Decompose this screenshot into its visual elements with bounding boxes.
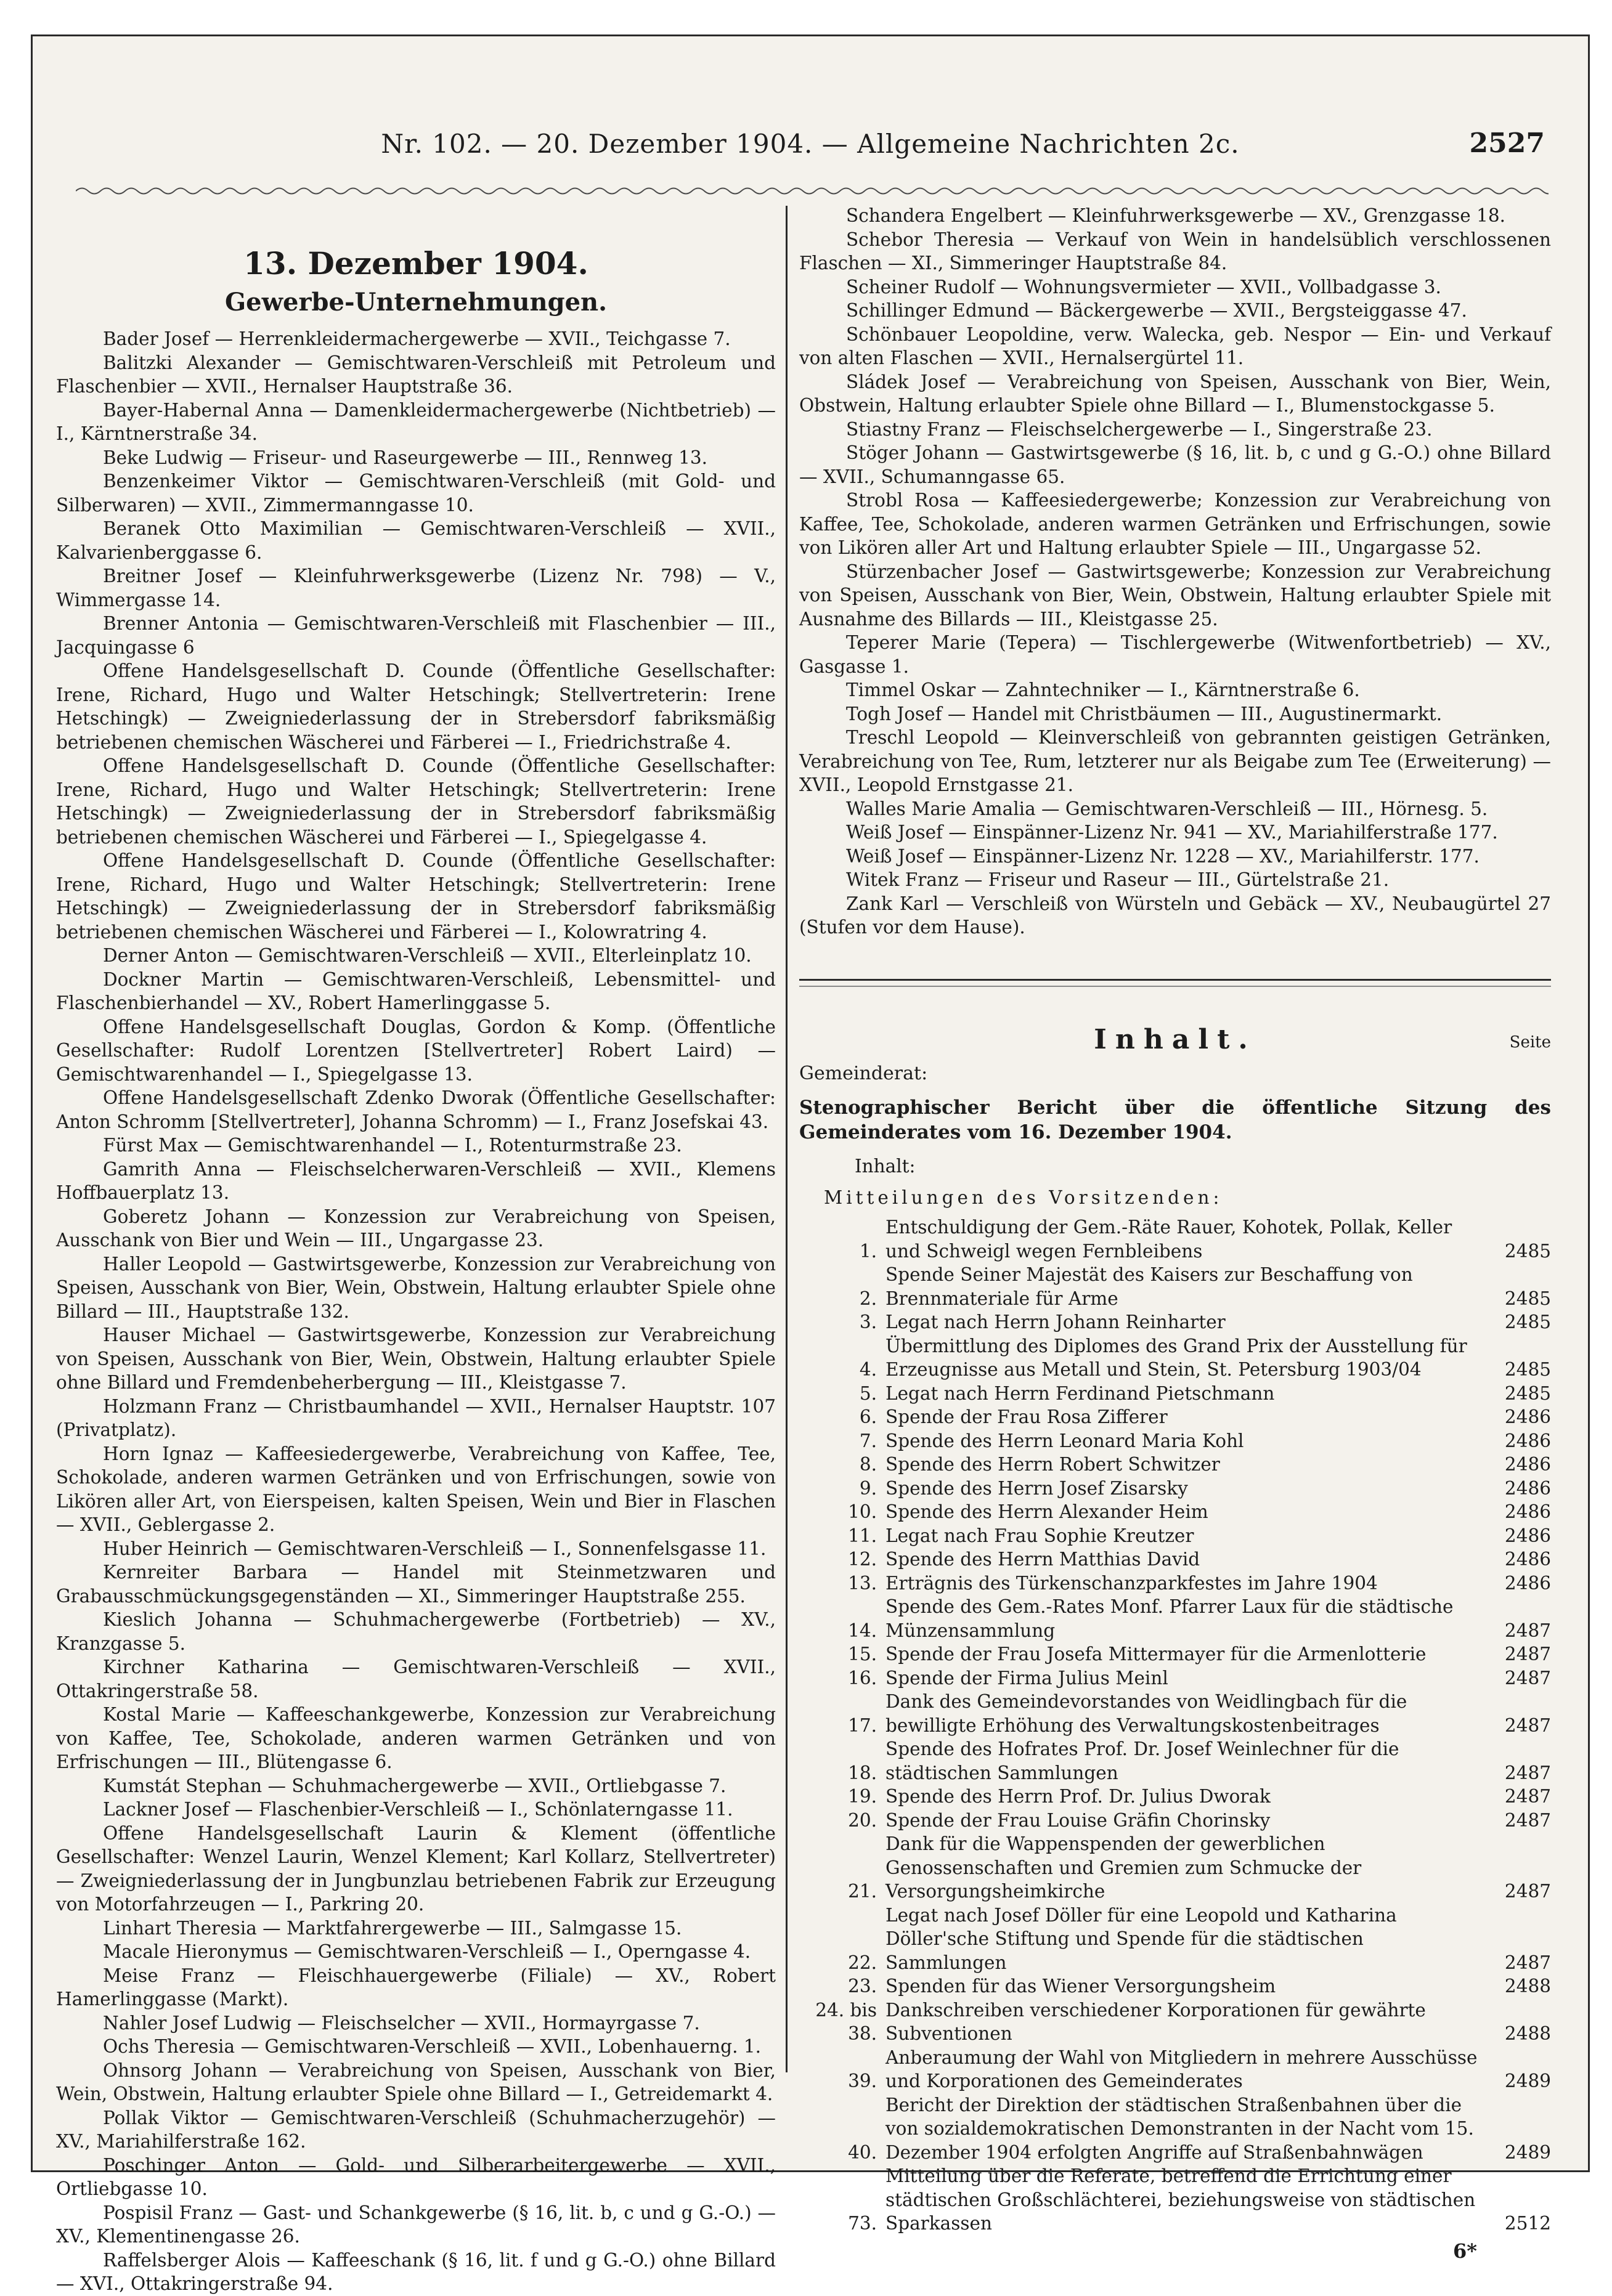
list-item: Hauser Michael — Gastwirtsgewerbe, Konzession zur Verabreichung von Speisen, Ausschank von Bier, Wein, Obstwein, Haltung erlaubter Spiele ohne Billard und Fremdenbeherbergung — III., Kleistgasse 7. <box>56 1324 776 1393</box>
section-date: 13. Dezember 1904. <box>243 245 588 282</box>
list-item: Teperer Marie (Tepera) — Tischlergewerbe (Witwenfortbetrieb) — XV., Gasgasse 1. <box>799 632 1551 677</box>
list-item: Raffelsberger Alois — Kaffeeschank (§ 16, lit. f und g G.-O.) ohne Billard — XVI., Ottakringerstraße 94. <box>56 2249 776 2294</box>
toc-item-page: 2487 <box>1504 1881 1551 1902</box>
toc-item <box>799 1310 1551 1334</box>
list-item: Brenner Antonia — Gemischtwaren-Verschleiß mit Flaschenbier — III., Jacquingasse 6 <box>56 613 776 658</box>
list-item: Witek Franz — Friseur und Raseur — III., Gürtelstraße 21. <box>846 869 1390 890</box>
toc-item-number: 10. <box>848 1501 877 1522</box>
toc-item-number: 4. <box>859 1359 877 1380</box>
toc-item-page: 2487 <box>1504 1667 1551 1689</box>
toc-item-page: 2486 <box>1504 1525 1551 1546</box>
toc-report-title: Stenographischer Bericht über die öffentliche Sitzung des Gemeinderates vom 16. Dezember 1904. <box>799 1097 1551 1143</box>
page-signature: 6* <box>1453 2239 1477 2263</box>
toc-item-page: 2486 <box>1504 1454 1551 1475</box>
left-column <box>56 204 776 2296</box>
toc-item-text: Spende des Herrn Alexander Heim <box>885 1501 1208 1522</box>
toc-item <box>799 1595 1551 1642</box>
toc-heading <box>799 1021 1551 1058</box>
list-item: Poschinger Anton — Gold- und Silberarbeitergewerbe — XVII., Ortliebgasse 10. <box>56 2154 776 2199</box>
toc-item-text: Bericht der Direktion der städtischen Straßenbahnen über die von sozialdemokratischen Demonstranten in der Nacht vom 15. Dezember 1904 erfolgten Angriffe auf Straßenbahnwägen <box>885 2094 1474 2163</box>
list-item: Sládek Josef — Verabreichung von Speisen, Ausschank von Bier, Wein, Obstwein, Haltung erlaubter Spiele ohne Billard — I., Blumenstockgasse 5. <box>799 371 1551 416</box>
toc-item-number: 40. <box>848 2141 877 2163</box>
toc-item <box>799 1832 1551 1904</box>
toc-heading-text: Inhalt. <box>1094 1023 1256 1055</box>
toc-item-page: 2485 <box>1504 1240 1551 1262</box>
toc-item-text: Dank für die Wappenspenden der gewerblichen Genossenschaften und Gremien zum Schmucke der Versorgungsheimkirche <box>885 1833 1362 1902</box>
list-item: Offene Handelsgesellschaft Douglas, Gordon & Komp. (Öffentliche Gesellschafter: Rudolf Lorentzen [Stellvertreter] Robert Laird) — Gemischtwarenhandel — I., Spiegelgasse 13. <box>56 1016 776 1085</box>
toc-item <box>799 1974 1551 1998</box>
toc-item-text: Spende des Gem.-Rates Monf. Pfarrer Laux für die städtische Münzensammlung <box>885 1596 1454 1641</box>
toc-list <box>799 1215 1551 2236</box>
toc-item-number: 1. <box>859 1240 877 1262</box>
toc-item-page: 2487 <box>1504 1809 1551 1831</box>
toc-item <box>799 1429 1551 1453</box>
list-item: Bayer-Habernal Anna — Damenkleidermachergewerbe (Nichtbetrieb) — I., Kärntnerstraße 34. <box>56 399 776 444</box>
toc-item-text: Entschuldigung der Gem.-Räte Rauer, Kohotek, Pollak, Keller und Schweigl wegen Fernbleibens <box>885 1217 1452 1262</box>
list-item: Meise Franz — Fleischhauergewerbe (Filiale) — XV., Robert Hamerlinggasse (Markt). <box>56 1965 776 2010</box>
list-item: Derner Anton — Gemischtwaren-Verschleiß — XVII., Elterleinplatz 10. <box>103 945 752 966</box>
list-item: Nahler Josef Ludwig — Fleischselcher — XVII., Hormayrgasse 7. <box>103 2012 700 2034</box>
list-item: Kernreiter Barbara — Handel mit Steinmetzwaren und Grabausschmückungsgegenständen — XI., Simmeringer Hauptstraße 255. <box>56 1562 776 1607</box>
page-header <box>33 36 1588 190</box>
list-item: Ochs Theresia — Gemischtwaren-Verschleiß — XVII., Lobenhauerng. 1. <box>103 2036 761 2057</box>
toc-item <box>799 2093 1551 2165</box>
list-item: Stöger Johann — Gastwirtsgewerbe (§ 16, lit. b, c und g G.-O.) ohne Billard — XVII., Schumanngasse 65. <box>799 442 1551 487</box>
toc-item-page: 2485 <box>1504 1382 1551 1404</box>
list-item: Fürst Max — Gemischtwarenhandel — I., Rotenturmstraße 23. <box>103 1135 682 1156</box>
toc-item-text: Spende der Frau Louise Gräfin Chorinsky <box>885 1809 1271 1831</box>
list-item: Dockner Martin — Gemischtwaren-Verschleiß, Lebensmittel- und Flaschenbierhandel — XV., Robert Hamerlinggasse 5. <box>56 968 776 1013</box>
toc-item <box>799 1548 1551 1572</box>
toc-item-number: 20. <box>848 1809 877 1831</box>
list-item: Offene Handelsgesellschaft D. Counde (Öffentliche Gesellschafter: Irene, Richard, Hugo und Walter Hetschingk; Stellvertreterin: Irene Hetschingk) — Zweigniederlassung der in Strebersdorf fabriksmäßig betriebenen chemischen Wäscherei und Färberei — I., Friedrichstraße 4. <box>56 660 776 753</box>
toc-item <box>799 1215 1551 1263</box>
toc-item <box>799 1785 1551 1809</box>
toc-item <box>799 1477 1551 1501</box>
toc-item <box>799 1998 1551 2046</box>
toc-item <box>799 1904 1551 1975</box>
toc-item-page: 2487 <box>1504 1620 1551 1641</box>
toc-item-text: Anberaumung der Wahl von Mitgliedern in mehrere Ausschüsse und Korporationen des Gemeinderates <box>885 2047 1478 2091</box>
list-item: Weiß Josef — Einspänner-Lizenz Nr. 1228 — XV., Mariahilferstr. 177. <box>846 845 1480 867</box>
toc-item <box>799 1737 1551 1785</box>
toc-item-text: Erträgnis des Türkenschanzparkfestes im Jahre 1904 <box>885 1572 1378 1594</box>
list-item: Schandera Engelbert — Kleinfuhrwerksgewerbe — XV., Grenzgasse 18. <box>846 205 1505 226</box>
list-item: Offene Handelsgesellschaft Zdenko Dworak (Öffentliche Gesellschafter: Anton Schromm [Stellvertreter], Johanna Schromm) — I., Franz Josefskai 43. <box>56 1087 776 1132</box>
toc-item-text: Legat nach Josef Döller für eine Leopold und Katharina Döller'sche Stiftung und Spende für die städtischen Sammlungen <box>885 1904 1397 1973</box>
toc-section: Gemeinderat: <box>799 1062 928 1084</box>
list-item: Pospisil Franz — Gast- und Schankgewerbe (§ 16, lit. b, c und g G.-O.) — XV., Klementinengasse 26. <box>56 2202 776 2247</box>
toc-item-text: Spende der Frau Rosa Zifferer <box>885 1406 1168 1427</box>
list-item: Offene Handelsgesellschaft D. Counde (Öffentliche Gesellschafter: Irene, Richard, Hugo und Walter Hetschingk; Stellvertreterin: Irene Hetschingk) — Zweigniederlassung der in Strebersdorf fabriksmäßig betriebenen chemischen Wäscherei und Färberei — I., Kolowratring 4. <box>56 850 776 943</box>
list-item: Schillinger Edmund — Bäckergewerbe — XVII., Bergsteiggasse 47. <box>846 300 1467 321</box>
toc-item-number: 39. <box>848 2071 877 2091</box>
toc-item <box>799 1334 1551 1382</box>
toc-item-text: Legat nach Herrn Ferdinand Pietschmann <box>885 1382 1275 1404</box>
toc-item-page: 2489 <box>1504 2071 1551 2091</box>
toc-item-page: 2488 <box>1504 1976 1551 1997</box>
toc-item-number: 15. <box>848 1644 877 1665</box>
toc-item <box>799 1642 1551 1666</box>
list-item: Goberetz Johann — Konzession zur Verabreichung von Speisen, Ausschank von Bier und Wein — III., Ungargasse 23. <box>56 1206 776 1251</box>
toc-seite-label: Seite <box>1509 1032 1551 1052</box>
header-wave-rule <box>76 184 1549 198</box>
list-item: Strobl Rosa — Kaffeesiedergewerbe; Konzession zur Verabreichung von Kaffee, Tee, Schokolade, anderen warmen Getränken und Erfrischungen, sowie von Likören aller Art und Haltung erlaubter Spiele — III., Ungargasse 52. <box>799 490 1551 558</box>
list-item: Holzmann Franz — Christbaumhandel — XVII., Hernalser Hauptstr. 107 (Privatplatz). <box>56 1395 776 1440</box>
toc-inhalt-label: Inhalt: <box>855 1156 916 1177</box>
toc-item-text: Übermittlung des Diplomes des Grand Prix der Ausstellung für Erzeugnisse aus Metall und Stein, St. Petersburg 1903/04 <box>885 1335 1467 1380</box>
toc-item-page: 2512 <box>1504 2213 1551 2234</box>
toc-item-page: 2486 <box>1504 1501 1551 1522</box>
list-item: Offene Handelsgesellschaft D. Counde (Öffentliche Gesellschafter: Irene, Richard, Hugo und Walter Hetschingk; Stellvertreterin: Irene Hetschingk) — Zweigniederlassung der in Strebersdorf fabriksmäßig betriebenen chemischen Wäscherei und Färberei — I., Spiegelgasse 4. <box>56 755 776 848</box>
toc-item-number: 12. <box>848 1549 877 1570</box>
toc-mitteilungen-label: Mitteilungen des Vorsitzenden: <box>824 1187 1223 1208</box>
toc-item-number: 73. <box>848 2213 877 2234</box>
right-column <box>799 204 1551 2263</box>
toc-item-text: Spende des Herrn Josef Zisarsky <box>885 1477 1188 1499</box>
list-item: Gamrith Anna — Fleischselcherwaren-Verschleiß — XVII., Klemens Hoffbauerplatz 13. <box>56 1158 776 1203</box>
toc-item-text: Legat nach Frau Sophie Kreutzer <box>885 1525 1194 1546</box>
toc-item-page: 2486 <box>1504 1549 1551 1570</box>
toc-item-number: 6. <box>859 1406 877 1427</box>
toc-item-number: 17. <box>848 1714 877 1736</box>
list-item: Offene Handelsgesellschaft Laurin & Klement (öffentliche Gesellschafter: Wenzel Laurin, Wenzel Klement; Karl Kollarz, Stellvertreter) — Zweigniederlassung der in Jungbunzlau betriebenen Fabrik zur Erzeugung von Motorfahrzeugen — I., Parkring 20. <box>56 1822 776 1915</box>
list-item: Lackner Josef — Flaschenbier-Verschleiß — I., Schönlaterngasse 11. <box>103 1799 733 1820</box>
toc-item-text: Spende des Hofrates Prof. Dr. Josef Weinlechner für die städtischen Sammlungen <box>885 1738 1399 1783</box>
toc-item <box>799 1666 1551 1690</box>
toc-item-number: 14. <box>848 1620 877 1641</box>
list-item: Huber Heinrich — Gemischtwaren-Verschleiß — I., Sonnenfelsgasse 11. <box>103 1538 767 1559</box>
toc-item-number: 16. <box>848 1667 877 1689</box>
toc-item-text: Spenden für das Wiener Versorgungsheim <box>885 1976 1276 1997</box>
list-item: Kostal Marie — Kaffeeschankgewerbe, Konzession zur Verabreichung von Kaffee, Tee, Schokolade, anderen warmen Getränken und von Erfrischungen — III., Blütengasse 6. <box>56 1704 776 1772</box>
toc-item-page: 2486 <box>1504 1430 1551 1451</box>
list-item: Beranek Otto Maximilian — Gemischtwaren-Verschleiß — XVII., Kalvarienberggasse 6. <box>56 518 776 563</box>
list-item: Stiastny Franz — Fleischselchergewerbe — I., Singerstraße 23. <box>846 418 1433 440</box>
right-entry-list <box>799 204 1551 939</box>
toc-item <box>799 1453 1551 1477</box>
toc-item-number: 24. bis 38. <box>815 1999 877 2044</box>
toc-item-number: 3. <box>859 1312 877 1333</box>
toc-item-page: 2485 <box>1504 1359 1551 1380</box>
toc-item-page: 2486 <box>1504 1406 1551 1427</box>
toc-item <box>799 1405 1551 1429</box>
toc-item-number: 19. <box>848 1786 877 1807</box>
toc-item-text: Spende des Herrn Matthias David <box>885 1549 1200 1570</box>
list-item: Benzenkeimer Viktor — Gemischtwaren-Verschleiß (mit Gold- und Silberwaren) — XVII., Zimmermanngasse 10. <box>56 471 776 516</box>
toc-item-number: 23. <box>848 1976 877 1997</box>
list-item: Zank Karl — Verschleiß von Würsteln und Gebäck — XV., Neubaugürtel 27 (Stufen vor dem Hause). <box>799 893 1551 938</box>
toc-item <box>799 2164 1551 2236</box>
toc-item-page: 2485 <box>1504 1312 1551 1333</box>
list-item: Ohnsorg Johann — Verabreichung von Speisen, Ausschank von Bier, Wein, Obstwein, Haltung erlaubter Spiele ohne Billard — I., Getreidemarkt 4. <box>56 2059 776 2104</box>
header-title: Nr. 102. — 20. Dezember 1904. — Allgemeine Nachrichten 2c. <box>381 129 1240 159</box>
toc-item-text: Spende des Herrn Leonard Maria Kohl <box>885 1430 1244 1451</box>
toc-item <box>799 1382 1551 1406</box>
section-rule-thin <box>799 986 1551 987</box>
list-item: Togh Josef — Handel mit Christbäumen — III., Augustinermarkt. <box>846 703 1443 724</box>
list-item: Kumstát Stephan — Schuhmachergewerbe — XVII., Ortliebgasse 7. <box>103 1775 727 1796</box>
toc-item <box>799 1263 1551 1310</box>
toc-item-page: 2486 <box>1504 1477 1551 1499</box>
toc-item-text: Spende Seiner Majestät des Kaisers zur Beschaffung von Brennmateriale für Arme <box>885 1264 1413 1309</box>
toc-item-number: 7. <box>859 1430 877 1451</box>
toc-item-text: Spende des Herrn Prof. Dr. Julius Dworak <box>885 1786 1271 1807</box>
toc-item-page: 2487 <box>1504 1714 1551 1736</box>
toc-item <box>799 1690 1551 1737</box>
list-item: Kieslich Johanna — Schuhmachergewerbe (Fortbetrieb) — XV., Kranzgasse 5. <box>56 1609 776 1654</box>
toc-item-number: 9. <box>859 1477 877 1499</box>
list-item: Horn Ignaz — Kaffeesiedergewerbe, Verabreichung von Kaffee, Tee, Schokolade, anderen warmen Getränken und von Erfrischungen, sowie von Likören aller Art, von Eierspeisen, kalten Speisen, Wein und Bier in Flaschen — XVII., Geblergasse 2. <box>56 1443 776 1535</box>
toc-item-page: 2487 <box>1504 1644 1551 1665</box>
list-item: Beke Ludwig — Friseur- und Raseurgewerbe — III., Rennweg 13. <box>103 447 708 468</box>
toc-item-text: Dank des Gemeindevorstandes von Weidlingbach für die bewilligte Erhöhung des Verwaltungskostenbeitrages <box>885 1691 1407 1736</box>
toc-item-text: Spende der Frau Josefa Mittermayer für die Armenlotterie <box>885 1644 1427 1665</box>
toc-item-number: 5. <box>859 1382 877 1404</box>
toc-item-text: Spende der Firma Julius Meinl <box>885 1667 1168 1689</box>
toc-item <box>799 2046 1551 2093</box>
left-entry-list <box>56 327 776 2296</box>
toc-item-number: 18. <box>848 1762 877 1783</box>
toc-item <box>799 1524 1551 1548</box>
page-number: 2527 <box>1469 128 1545 159</box>
toc-item-number: 8. <box>859 1454 877 1475</box>
newspaper-page <box>31 34 1590 2294</box>
toc-item-text: Legat nach Herrn Johann Reinharter <box>885 1312 1226 1333</box>
section-subtitle: Gewerbe-Unternehmungen. <box>224 288 608 317</box>
toc-item-page: 2486 <box>1504 1572 1551 1594</box>
toc-item-number: 21. <box>848 1881 877 1902</box>
toc-item-text: Dankschreiben verschiedener Korporationen für gewährte Subventionen <box>885 1999 1426 2044</box>
toc-item <box>799 1809 1551 1833</box>
list-item: Balitzki Alexander — Gemischtwaren-Verschleiß mit Petroleum und Flaschenbier — XVII., Hernalser Hauptstraße 36. <box>56 352 776 397</box>
column-divider <box>786 206 788 2072</box>
toc-item-page: 2487 <box>1504 1952 1551 1973</box>
list-item: Pollak Viktor — Gemischtwaren-Verschleiß (Schuhmacherzugehör) — XV., Mariahilferstraße 162. <box>56 2107 776 2152</box>
toc-item-page: 2487 <box>1504 1786 1551 1807</box>
toc-item-number: 22. <box>848 1952 877 1973</box>
toc-item-number: 13. <box>848 1572 877 1594</box>
list-item: Bader Josef — Herrenkleidermachergewerbe — XVII., Teichgasse 7. <box>103 328 731 349</box>
list-item: Kirchner Katharina — Gemischtwaren-Verschleiß — XVII., Ottakringerstraße 58. <box>56 1657 776 1702</box>
list-item: Timmel Oskar — Zahntechniker — I., Kärntnerstraße 6. <box>846 679 1360 700</box>
list-item: Macale Hieronymus — Gemischtwaren-Verschleiß — I., Operngasse 4. <box>103 1941 751 1962</box>
list-item: Treschl Leopold — Kleinverschleiß von gebrannten geistigen Getränken, Verabreichung von Tee, Rum, letzterer nur als Beigabe zum Tee (Erweiterung) — XVII., Leopold Ernstgasse 21. <box>799 727 1551 795</box>
toc-item <box>799 1572 1551 1596</box>
toc-item-page: 2488 <box>1504 2023 1551 2044</box>
list-item: Haller Leopold — Gastwirtsgewerbe, Konzession zur Verabreichung von Speisen, Ausschank von Bier, Wein, Obstwein, Haltung erlaubter Spiele ohne Billard — III., Hauptstraße 132. <box>56 1253 776 1322</box>
list-item: Breitner Josef — Kleinfuhrwerksgewerbe (Lizenz Nr. 798) — V., Wimmergasse 14. <box>56 566 776 611</box>
section-rule <box>799 979 1551 981</box>
list-item: Stürzenbacher Josef — Gastwirtsgewerbe; Konzession zur Verabreichung von Speisen, Ausschank von Bier, Wein, Obstwein, Haltung erlaubter Spiele mit Ausnahme des Billards — III., Kleistgasse 25. <box>799 561 1551 630</box>
toc-item-number: 2. <box>859 1288 877 1309</box>
list-item: Walles Marie Amalia — Gemischtwaren-Verschleiß — III., Hörnesg. 5. <box>846 798 1488 819</box>
toc-item-number: 11. <box>848 1525 877 1546</box>
toc-item-page: 2485 <box>1504 1288 1551 1309</box>
list-item: Linhart Theresia — Marktfahrergewerbe — III., Salmgasse 15. <box>103 1917 682 1939</box>
toc-item-page: 2487 <box>1504 1762 1551 1783</box>
list-item: Schebor Theresia — Verkauf von Wein in handelsüblich verschlossenen Flaschen — XI., Simmeringer Hauptstraße 84. <box>799 229 1551 274</box>
list-item: Weiß Josef — Einspänner-Lizenz Nr. 941 — XV., Mariahilferstraße 177. <box>846 822 1498 843</box>
toc-item-page: 2489 <box>1504 2141 1551 2163</box>
list-item: Scheiner Rudolf — Wohnungsvermieter — XVII., Vollbadgasse 3. <box>846 276 1441 298</box>
toc-item <box>799 1500 1551 1524</box>
toc-item-text: Mitteilung über die Referate, betreffend die Errichtung einer städtischen Großschlächterei, beziehungsweise von städtischen Sparkassen <box>885 2165 1476 2234</box>
toc-item-text: Spende des Herrn Robert Schwitzer <box>885 1454 1220 1475</box>
list-item: Schönbauer Leopoldine, verw. Walecka, geb. Nespor — Ein- und Verkauf von alten Flaschen — XVII., Hernalsergürtel 11. <box>799 323 1551 368</box>
